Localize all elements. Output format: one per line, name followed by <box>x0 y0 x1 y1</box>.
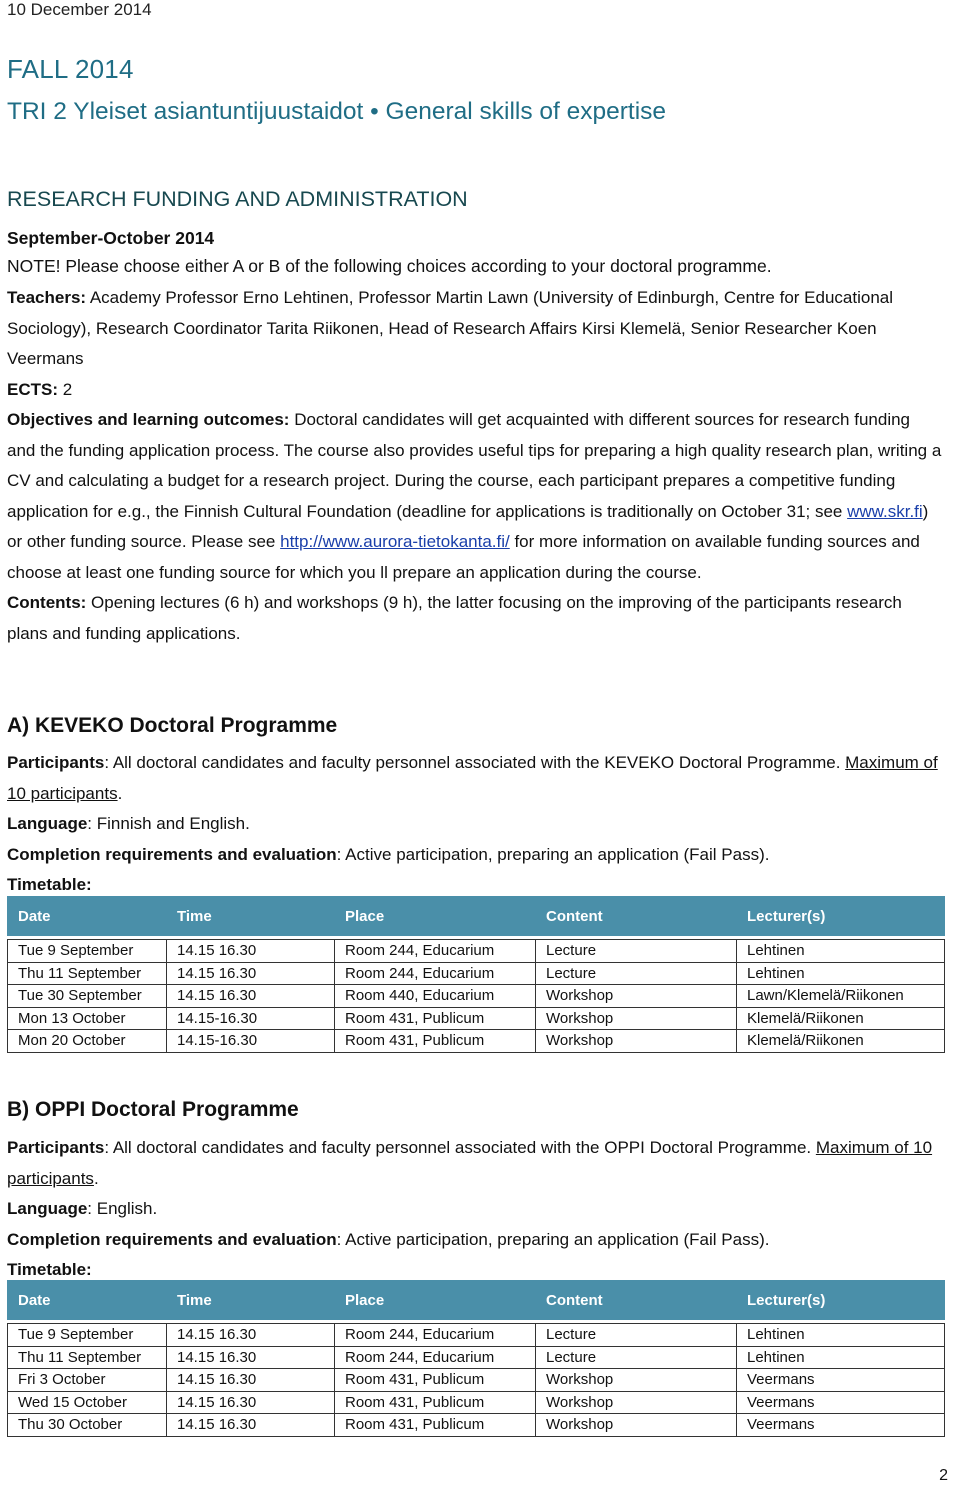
table-cell: Workshop <box>536 1030 737 1053</box>
column-header: Lecturer(s) <box>737 1281 945 1320</box>
period: . <box>93 1168 99 1188</box>
timetable-b <box>7 1280 945 1437</box>
aurora-link[interactable]: http://www.aurora-tietokanta.fi/ <box>280 532 510 551</box>
table-cell: Klemelä/Riikonen <box>737 1007 945 1030</box>
max-participants: Maximum of 10 participants <box>7 753 938 803</box>
objectives-text: Doctoral candidates will get acquainted with different sources for research funding and the funding application process. The course also provides useful tips for preparing a high quality research plan, writing a CV and calculating a budget for a research project. During the course, each participant prepares a competitive funding application for e.g., the Finnish Cultural Foundation (deadline for applications is traditionally on October 31; see <box>7 410 942 521</box>
column-header: Content <box>536 1281 737 1320</box>
table-cell: Room 244, Educarium <box>335 1324 536 1347</box>
table-cell: Tue 30 September <box>8 985 167 1008</box>
language-text: : English. <box>87 1199 158 1218</box>
contents-label: Contents: <box>7 593 87 612</box>
table-cell: Lecture <box>536 1346 737 1369</box>
table-cell: 14.15 16.30 <box>167 1346 335 1369</box>
table-cell: Lawn/Klemelä/Riikonen <box>737 985 945 1008</box>
section-b-heading: B) OPPI Doctoral Programme <box>7 1098 299 1121</box>
table-row <box>8 985 945 1008</box>
table-cell: Tue 9 September <box>8 1324 167 1347</box>
table-row <box>8 1324 945 1347</box>
table-cell: Room 244, Educarium <box>335 962 536 985</box>
table-row <box>8 1346 945 1369</box>
column-header: Content <box>536 897 737 936</box>
semester-title: FALL 2014 <box>7 54 134 84</box>
table-row <box>8 1030 945 1053</box>
section-b-info <box>7 1133 942 1286</box>
column-header: Place <box>335 897 536 936</box>
table-row <box>8 1369 945 1392</box>
course-description <box>7 283 942 649</box>
table-cell: Veermans <box>737 1369 945 1392</box>
teachers-label: Teachers: <box>7 288 87 307</box>
table-header-row <box>8 897 945 936</box>
course-note: NOTE! Please choose either A or B of the following choices according to your doctoral programme. <box>7 256 772 276</box>
ects-label: ECTS: <box>7 379 58 399</box>
table-cell: Lecture <box>536 940 737 963</box>
section-a-info <box>7 748 942 901</box>
objectives-text-2: ) or other funding source. Please see <box>7 501 929 551</box>
table-row <box>8 1007 945 1030</box>
table-cell: Workshop <box>536 1007 737 1030</box>
table-cell: Room 244, Educarium <box>335 1346 536 1369</box>
teachers-text: Academy Professor Erno Lehtinen, Professor Martin Lawn (University of Edinburgh, Centre for Educational Sociology), Research Coordinator Tarita Riikonen, Head of Research Affairs Kirsi Klemelä, Senior Researcher Koen Veermans <box>7 288 894 368</box>
table-cell: Thu 30 October <box>8 1414 167 1437</box>
table-row <box>8 1414 945 1437</box>
table-cell: 14.15 16.30 <box>167 1391 335 1414</box>
skr-link[interactable]: www.skr.fi <box>847 501 923 521</box>
table-cell: Lecture <box>536 962 737 985</box>
section-a-heading: A) KEVEKO Doctoral Programme <box>7 714 338 737</box>
course-period: September-October 2014 <box>7 228 215 248</box>
completion-text: : Active participation, preparing an application (Fail Pass). <box>336 844 770 864</box>
table-cell: Room 244, Educarium <box>335 940 536 963</box>
language-label: Language <box>7 1199 88 1218</box>
timetable-label: Timetable: <box>7 875 92 894</box>
completion-text: : Active participation, preparing an application (Fail Pass). <box>336 1229 770 1249</box>
ects-value: 2 <box>58 379 73 399</box>
table-cell: Klemelä/Riikonen <box>737 1030 945 1053</box>
course-group-title: TRI 2 Yleiset asiantuntijuustaidot • General skills of expertise <box>7 98 667 125</box>
table-cell: Room 431, Publicum <box>335 1369 536 1392</box>
table-cell: Lehtinen <box>737 962 945 985</box>
contents-text: Opening lectures (6 h) and workshops (9 h), the latter focusing on the improving of the participants research plans and funding applications. <box>7 593 902 643</box>
language-text: : Finnish and English. <box>87 814 250 833</box>
column-header: Lecturer(s) <box>737 897 945 936</box>
table-cell: Workshop <box>536 985 737 1008</box>
table-cell: Workshop <box>536 1369 737 1392</box>
table-cell: Lehtinen <box>737 940 945 963</box>
table-cell: 14.15 16.30 <box>167 940 335 963</box>
table-cell: Workshop <box>536 1414 737 1437</box>
table-cell: Mon 20 October <box>8 1030 167 1053</box>
table-cell: Wed 15 October <box>8 1391 167 1414</box>
table-cell: Lehtinen <box>737 1346 945 1369</box>
table-header-row <box>8 1281 945 1320</box>
objectives-label: Objectives and learning outcomes: <box>7 410 290 429</box>
column-header: Place <box>335 1281 536 1320</box>
table-row <box>8 940 945 963</box>
participants-text: : All doctoral candidates and faculty personnel associated with the KEVEKO Doctoral Programme. <box>104 753 846 772</box>
participants-label: Participants <box>7 1138 105 1157</box>
table-cell: 14.15 16.30 <box>167 1414 335 1437</box>
table-cell: Tue 9 September <box>8 940 167 963</box>
column-header: Time <box>167 897 335 936</box>
table-cell: Room 431, Publicum <box>335 1030 536 1053</box>
objectives-text-3: for more information on available funding sources and choose at least one funding source for which you ll prepare an application during the course. <box>7 532 920 582</box>
table-cell: Thu 11 September <box>8 962 167 985</box>
page-number: 2 <box>939 1467 948 1484</box>
max-participants: Maximum of 10 participants <box>7 1138 933 1188</box>
column-header: Date <box>8 897 167 936</box>
table-cell: Fri 3 October <box>8 1369 167 1392</box>
table-cell: 14.15 16.30 <box>167 1369 335 1392</box>
table-cell: 14.15 16.30 <box>167 1324 335 1347</box>
timetable-label: Timetable: <box>7 1260 92 1279</box>
period: . <box>117 783 123 803</box>
table-cell: 14.15 16.30 <box>167 962 335 985</box>
completion-label: Completion requirements and evaluation <box>7 844 337 864</box>
table-cell: Veermans <box>737 1414 945 1437</box>
table-row <box>8 962 945 985</box>
table-cell: Room 440, Educarium <box>335 985 536 1008</box>
document-date: 10 December 2014 <box>7 0 152 19</box>
table-cell: Room 431, Publicum <box>335 1391 536 1414</box>
table-cell: Thu 11 September <box>8 1346 167 1369</box>
table-cell: 14.15-16.30 <box>167 1030 335 1053</box>
participants-label: Participants <box>7 753 105 772</box>
column-header: Time <box>167 1281 335 1320</box>
table-cell: Room 431, Publicum <box>335 1007 536 1030</box>
table-cell: Veermans <box>737 1391 945 1414</box>
language-label: Language <box>7 814 88 833</box>
timetable-a <box>7 896 945 1053</box>
participants-text: : All doctoral candidates and faculty personnel associated with the OPPI Doctoral Programme. <box>104 1138 816 1157</box>
table-cell: Mon 13 October <box>8 1007 167 1030</box>
table-cell: Room 431, Publicum <box>335 1414 536 1437</box>
table-cell: Workshop <box>536 1391 737 1414</box>
column-header: Date <box>8 1281 167 1320</box>
table-row <box>8 1391 945 1414</box>
course-title: RESEARCH FUNDING AND ADMINISTRATION <box>7 187 468 211</box>
completion-label: Completion requirements and evaluation <box>7 1229 337 1249</box>
table-cell: 14.15-16.30 <box>167 1007 335 1030</box>
table-cell: Lecture <box>536 1324 737 1347</box>
table-cell: Lehtinen <box>737 1324 945 1347</box>
table-cell: 14.15 16.30 <box>167 985 335 1008</box>
